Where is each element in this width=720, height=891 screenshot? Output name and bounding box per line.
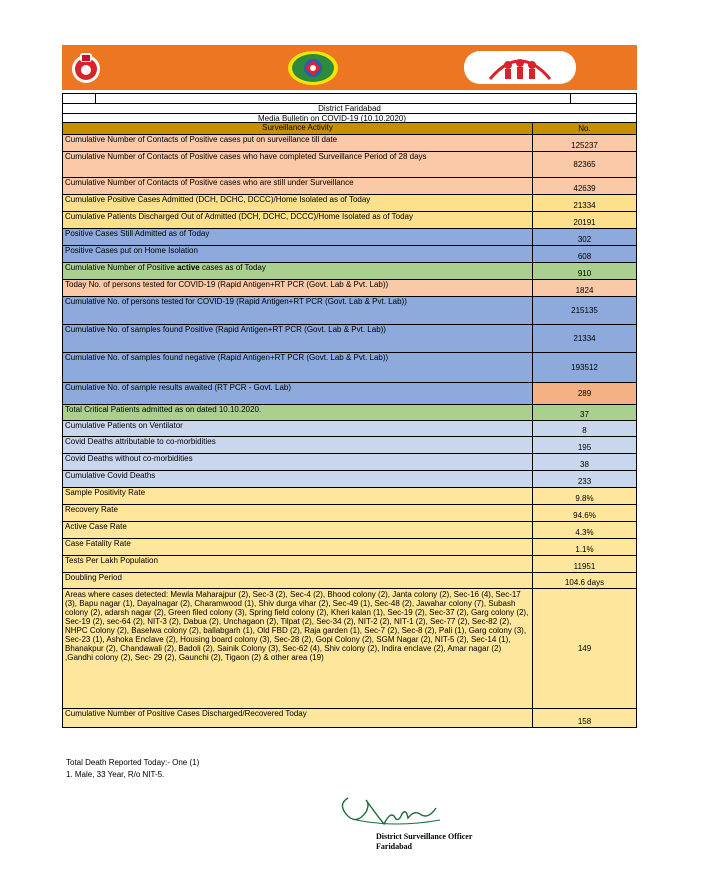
table-row-areas: Areas where cases detected: Mewla Maharajpur (2), Sec-3 (2), Sec-4 (2), Bhood colony (2), Janta colony (2), Sec-16 (4), Sec-17 (3), Bapu nagar (1), Dayalnagar (2), Charamwood (1), Shiv durga vihar (2), Sec-49 (1), Sec-48 (2), Jawahar colony (7), Subash colony (2), adarsh nagar (2), Green filed colony (3), Spring field colony (2), Kheri kalan (1), Sec-19 (2), Sec-37 (2), Garg colony (2), Sec-19 (2), sec-64 (2), NIT-3 (2), Dabua (2), Unchagaon (2), Tilpat (2), Sec-34 (2), NIT-2 (2), NIT-1 (2), Sec-77 (2), Sec-82 (2), NHPC Colony (2), Baselwa colony (2), ballabgarh (1), Old FBD (2), Raja garden (1), Sec-7 (2), Sec-8 (2), Pali (1), Garg colony (3), Sec-23 (1), Ashoka Enclave (2), Housing board colony (3), Sec-28 (2), Gopi Colony (2), SGM Nagar (2), NIT-5 (2), Sec-14 (1), Bhanakpur (2), Chandawali (2), Badoli (2), Sainik Colony (3), Sec-62 (4), Shiv colony (2), Indira enclave (2), Amar nagar (2) ,Gandhi colony (2), Sec- 29 (2), Gaunchi (2), Tigaon (2) & other area (19) 149 bbox=[63, 589, 636, 709]
table-row: Today No. of persons tested for COVID-19 (Rapid Antigen+RT PCR (Govt. Lab & Pvt. Lab)) 1824 bbox=[63, 280, 636, 297]
table-header bbox=[63, 123, 636, 135]
district-title: District Faridabad bbox=[63, 104, 636, 114]
haryana-emblem-icon bbox=[68, 49, 104, 86]
table-row: Cumulative Number of Contacts of Positive cases put on surveillance till date 125237 bbox=[63, 135, 636, 152]
table-row: Cumulative Covid Deaths 233 bbox=[63, 471, 636, 488]
officer-designation: District Surveillance Officer Faridabad bbox=[376, 832, 473, 851]
table-row: Positive Cases put on Home Isolation 608 bbox=[63, 246, 636, 263]
table-row: Cumulative Patients Discharged Out of Admitted (DCH, DCHC, DCCC)/Home Isolated as of Today 20191 bbox=[63, 212, 636, 229]
table-row: Cumulative Number of Contacts of Positive cases who are still under Surveillance 42639 bbox=[63, 178, 636, 195]
bulletin-title: Media Bulletin on COVID-19 (10.10.2020) bbox=[63, 114, 636, 123]
blank-row bbox=[63, 94, 636, 104]
table-row: Cumulative Positive Cases Admitted (DCH, DCHC, DCCC)/Home Isolated as of Today 21334 bbox=[63, 195, 636, 212]
table-row: Recovery Rate 94.6% bbox=[63, 505, 636, 522]
table-row: Sample Positivity Rate 9.8% bbox=[63, 488, 636, 505]
health-dept-emblem-icon bbox=[287, 49, 339, 86]
table-row: Tests Per Lakh Population 11951 bbox=[63, 556, 636, 573]
column-header-activity: Surveillance Activity bbox=[63, 123, 533, 134]
column-header-no: No. bbox=[578, 124, 591, 133]
table-row: Cumulative No. of persons tested for COVID-19 (Rapid Antigen+RT PCR (Govt. Lab & Pvt. Lab)) 215135 bbox=[63, 297, 636, 325]
table-row: Covid Deaths attributable to co-morbidities 195 bbox=[63, 437, 636, 454]
table-row: Case Fatality Rate 1.1% bbox=[63, 539, 636, 556]
table-row: Cumulative No. of samples found Positive (Rapid Antigen+RT PCR (Govt. Lab & Pvt. Lab)) 21334 bbox=[63, 325, 636, 353]
table-row: Cumulative Number of Positive active cases as of Today 910 bbox=[63, 263, 636, 280]
table-row: Active Case Rate 4.3% bbox=[63, 522, 636, 539]
covid-bulletin-table bbox=[62, 93, 637, 728]
table-row: Cumulative No. of samples found negative (Rapid Antigen+RT PCR (Govt. Lab & Pvt. Lab)) 193512 bbox=[63, 353, 636, 383]
table-row: Cumulative Number of Contacts of Positive cases who have completed Surveillance Period of 28 days 82365 bbox=[63, 152, 636, 178]
national-health-mission-logo-icon bbox=[460, 49, 580, 86]
table-row: Cumulative No. of sample results awaited (RT PCR - Govt. Lab) 289 bbox=[63, 383, 636, 405]
table-row: Covid Deaths without co-morbidities 38 bbox=[63, 454, 636, 471]
table-row: Doubling Period 104.6 days bbox=[63, 573, 636, 589]
officer-signature bbox=[336, 790, 446, 832]
table-row: Cumulative Number of Positive Cases Discharged/Recovered Today 158 bbox=[63, 709, 636, 727]
table-row: Positive Cases Still Admitted as of Today 302 bbox=[63, 229, 636, 246]
header-banner bbox=[62, 45, 637, 90]
table-row: Cumulative Patients on Ventilator 8 bbox=[63, 421, 636, 437]
death-report-note: Total Death Reported Today:- One (1) 1. Male, 33 Year, R/o NIT-5. bbox=[66, 758, 200, 779]
table-row: Total Critical Patients admitted as on dated 10.10.2020. 37 bbox=[63, 405, 636, 421]
